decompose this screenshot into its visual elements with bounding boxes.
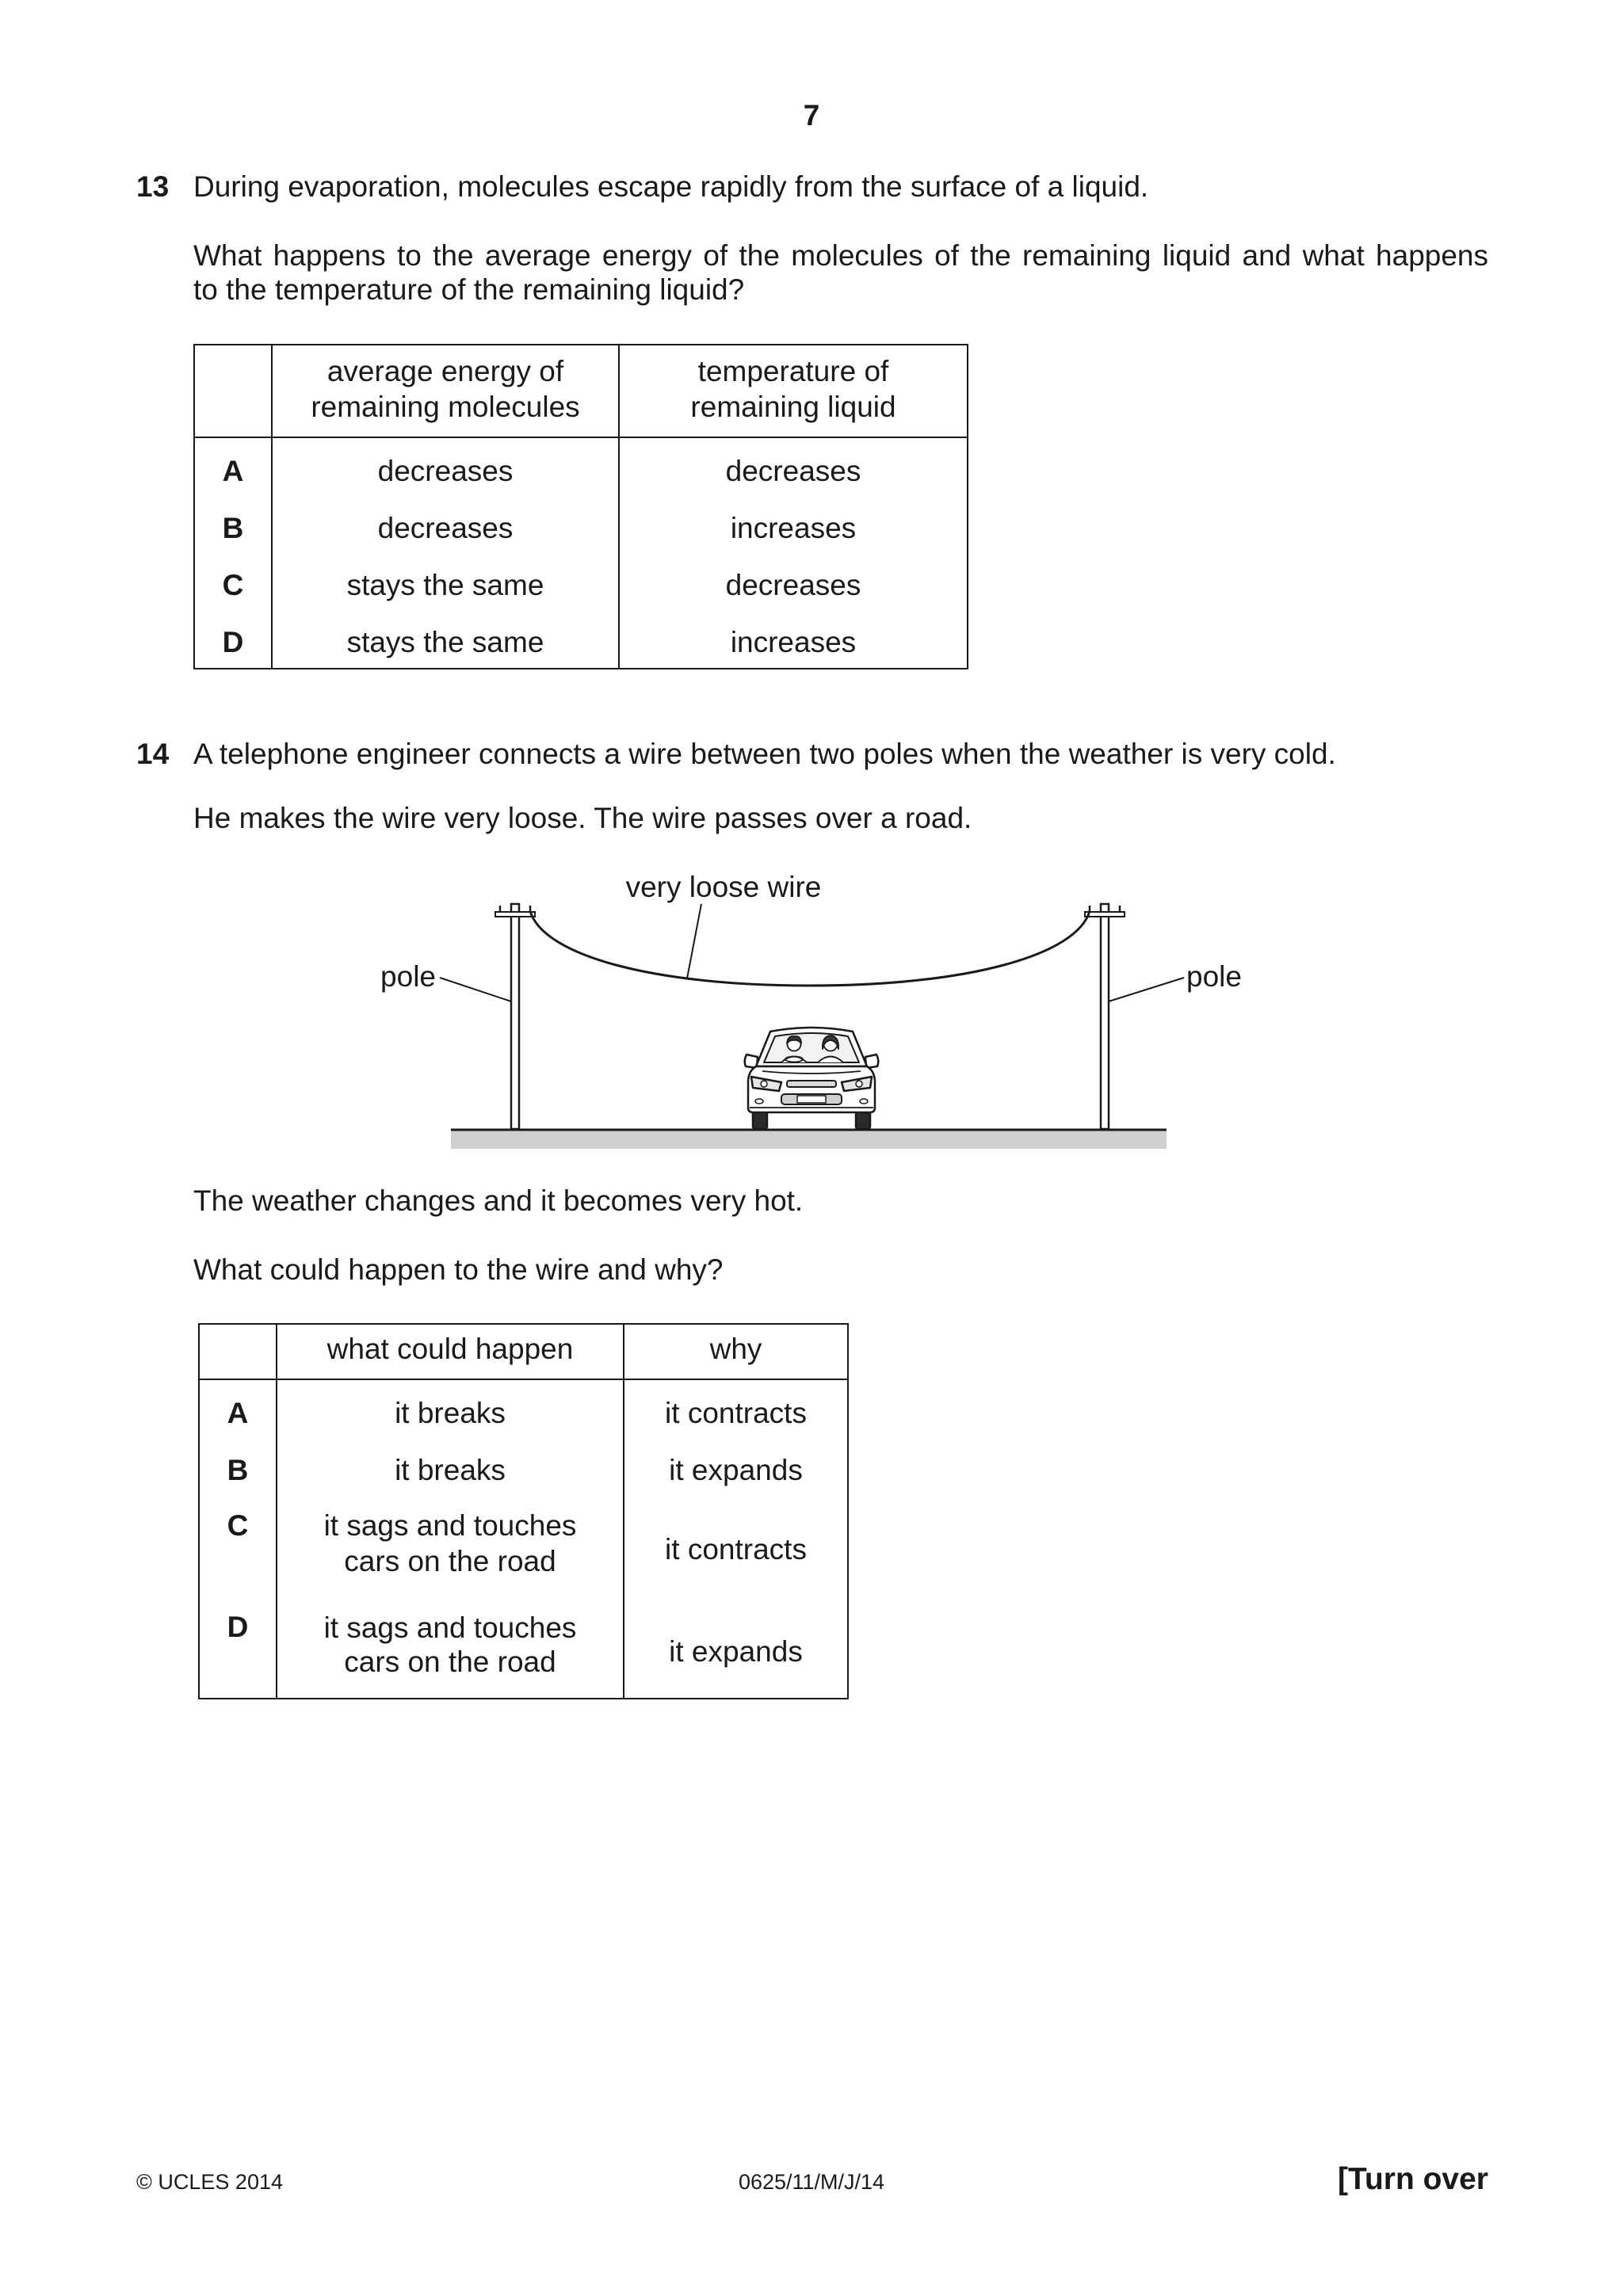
wire-label-leader — [687, 904, 701, 978]
question-14-number: 14 — [136, 738, 170, 770]
option-energy: stays the same — [346, 569, 544, 601]
option-what: it sags and touches — [323, 1611, 577, 1644]
option-what: cars on the road — [344, 1545, 556, 1577]
footer-turn-over: [Turn over — [1338, 2162, 1488, 2196]
option-what: it sags and touches — [323, 1509, 577, 1542]
option-temperature: increases — [730, 626, 857, 658]
header-what-could-happen: what could happen — [327, 1333, 574, 1365]
option-letter: D — [222, 626, 244, 658]
question-13-prompt-line-2: to the temperature of the remaining liquid? — [193, 273, 745, 306]
car-cabin — [756, 1028, 867, 1066]
footer-copyright: © UCLES 2014 — [136, 2170, 283, 2194]
right-pole-label: pole — [1186, 960, 1242, 993]
right-pole-label-leader — [1109, 978, 1184, 1001]
option-letter: A — [227, 1397, 249, 1429]
option-energy: decreases — [377, 512, 514, 544]
option-letter: B — [227, 1454, 249, 1486]
option-why: it contracts — [665, 1397, 807, 1429]
question-14-setup: He makes the wire very loose. The wire passes over a road. — [193, 802, 972, 834]
car — [745, 1028, 879, 1129]
question-14-answer-table — [198, 1323, 849, 1699]
loose-wire — [530, 911, 1090, 986]
question-13-prompt-line-1: What happens to the average energy of the molecules of the remaining liquid and what happens — [193, 239, 1488, 272]
option-what: it breaks — [395, 1454, 506, 1486]
option-what: it breaks — [395, 1397, 506, 1429]
header-temperature: temperature of — [697, 355, 889, 387]
question-13-answer-table — [193, 344, 968, 669]
question-14-change: The weather changes and it becomes very hot. — [193, 1184, 804, 1217]
footer-paper-code: 0625/11/M/J/14 — [738, 2170, 885, 2194]
option-temperature: decreases — [725, 569, 861, 601]
right-pole — [1085, 904, 1125, 1129]
left-pole-label-leader — [440, 978, 511, 1001]
option-letter: B — [222, 512, 244, 544]
option-what: cars on the road — [344, 1646, 556, 1678]
left-pole-label: pole — [380, 960, 436, 993]
car-windshield — [764, 1033, 859, 1062]
left-pole — [495, 904, 535, 1129]
page-number: 7 — [803, 99, 820, 132]
option-letter: C — [222, 569, 244, 601]
question-13-stem: During evaporation, molecules escape rapidly from the surface of a liquid. — [193, 170, 1149, 203]
road — [451, 1129, 1167, 1149]
question-14-prompt: What could happen to the wire and why? — [193, 1253, 724, 1286]
header-why: why — [709, 1333, 762, 1365]
header-divider — [198, 1379, 849, 1380]
option-energy: decreases — [377, 455, 514, 487]
wire-between-poles-diagram — [0, 856, 1623, 1173]
question-13-number: 13 — [136, 170, 170, 203]
option-temperature: increases — [730, 512, 857, 544]
option-temperature: decreases — [725, 455, 861, 487]
option-letter: D — [227, 1611, 249, 1643]
question-14-stem: A telephone engineer connects a wire between two poles when the weather is very cold. — [193, 738, 1336, 770]
header-divider — [193, 437, 968, 438]
option-why: it expands — [669, 1454, 803, 1486]
header-average-energy: remaining molecules — [311, 391, 580, 423]
header-temperature: remaining liquid — [690, 391, 896, 423]
car-number-plate — [797, 1096, 826, 1103]
option-letter: C — [227, 1509, 249, 1542]
option-energy: stays the same — [346, 626, 544, 658]
header-average-energy: average energy of — [327, 355, 564, 387]
option-letter: A — [222, 455, 244, 487]
option-why: it expands — [669, 1635, 803, 1668]
wire-label: very loose wire — [625, 871, 822, 903]
option-why: it contracts — [665, 1533, 807, 1566]
